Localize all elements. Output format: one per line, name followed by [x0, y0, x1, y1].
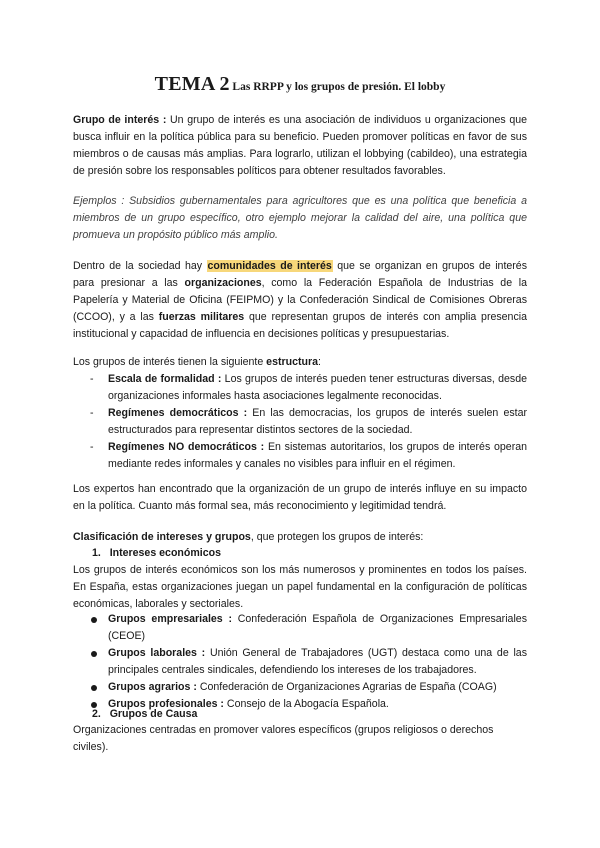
- structure-intro: [73, 354, 527, 371]
- structure-intro-a: Los grupos de interés tienen la siguiente: [73, 356, 267, 368]
- item-text: Confederación de Organizaciones Agrarias de España (COAG): [196, 681, 497, 693]
- classification-intro-text: , que protegen los grupos de interés:: [250, 531, 424, 543]
- structure-list: [90, 371, 527, 473]
- dot-bullet-icon: [91, 685, 97, 691]
- term-structure: estructura: [266, 356, 318, 368]
- paragraph-interest-group: [73, 112, 527, 180]
- list-item: [90, 611, 527, 645]
- paragraph-experts: Los expertos han encontrado que la organización de un grupo de interés influye en su impacto en la política. Cuanto más formal sea, más reconocimiento y legitimidad tendrá.: [73, 483, 527, 512]
- dash-bullet: -: [90, 441, 94, 453]
- structure-intro-c: :: [317, 356, 321, 368]
- term-military: fuerzas militares: [158, 311, 245, 323]
- section-2-number: 2.: [92, 708, 101, 720]
- term-interest-group: Grupo de interés :: [73, 114, 167, 126]
- section-2-title: Grupos de Causa: [109, 708, 198, 720]
- term-organizations: organizaciones: [184, 277, 262, 289]
- document-title: [0, 73, 600, 96]
- item-term: Grupos profesionales :: [108, 698, 224, 710]
- list-item: [90, 405, 527, 439]
- paragraph-interest-group-text: Un grupo de interés es una asociación de individuos u organizaciones que busca influir en la política pública para su beneficio. Pueden promover políticas en favor de sus miembros o de causas más amplias. Para lograrlo, utilizan el lobbying (cabildeo), una estrategia de presión sobre los responsables políticos para obtener resultados favorables.: [73, 114, 527, 177]
- title-subtitle: Las RRPP y los grupos de presión. El lobby: [232, 81, 446, 93]
- list-item: [90, 645, 527, 679]
- p2-text-c: , como la Federación Española de Industrias de la Papelería y Material de Oficina (FEIPMO) y la Confederación Sindical de Comisiones Obreras (CCOO), y a las: [73, 277, 528, 323]
- section-2-text: Organizaciones centradas en promover valores específicos (grupos religiosos o derechos civiles).: [73, 724, 494, 753]
- list-item: [90, 679, 527, 696]
- item-text: Unión General de Trabajadores (UGT) destaca como una de las principales centrales sindicales, defendiendo los intereses de los trabajadores.: [108, 647, 527, 676]
- item-text: Los grupos de interés pueden tener estructuras diversas, desde organizaciones informales hasta asociaciones legalmente reconocidas.: [108, 373, 527, 402]
- list-item: [90, 371, 527, 405]
- p2-text-b: que se organizan en grupos de interés para presionar a las: [73, 260, 527, 289]
- item-term: Grupos laborales :: [108, 647, 206, 659]
- dot-bullet-icon: [91, 617, 97, 623]
- dash-bullet: -: [90, 407, 94, 419]
- title-main: TEMA 2: [154, 73, 230, 95]
- section-1-text: Los grupos de interés económicos son los más numerosos y prominentes en todos los países. En España, estas organizaciones juegan un papel fundamental en la configuración de políticas económicas, laborales y sectoriales.: [73, 564, 527, 610]
- section-2-heading: [92, 706, 197, 723]
- dot-bullet-icon: [91, 651, 97, 657]
- item-text: En las democracias, los grupos de interés suelen estar estructurados para representar distintos sectores de la sociedad.: [108, 407, 527, 436]
- section-1-number: 1.: [92, 547, 101, 559]
- classification-intro: [73, 529, 527, 546]
- item-term: Grupos agrarios :: [108, 681, 197, 693]
- item-text: Confederación Española de Organizaciones Empresariales (CEOE): [108, 613, 527, 642]
- section-1-title: Intereses económicos: [109, 547, 221, 559]
- paragraph-examples: Ejemplos : Subsidios gubernamentales para agricultores que es una política que beneficia a miembros de un grupo específico, otro ejemplo mejorar la calidad del aire, una política que promueva un propósito público más amplio.: [73, 195, 527, 241]
- economic-groups-list: [90, 611, 527, 713]
- paragraph-communities: [73, 258, 527, 343]
- highlight-communities: comunidades de interés: [207, 260, 332, 272]
- item-text: En sistemas autoritarios, los grupos de interés operan mediante redes informales y canales no visibles para influir en el régimen.: [108, 441, 528, 470]
- section-1-heading: [92, 545, 221, 562]
- item-text: Consejo de la Abogacía Española.: [223, 698, 389, 710]
- item-term: Grupos empresariales :: [108, 613, 232, 625]
- item-term: Escala de formalidad :: [108, 373, 222, 385]
- p2-text-a: Dentro de la sociedad hay: [73, 260, 207, 272]
- dash-bullet: -: [90, 373, 94, 385]
- term-classification: Clasificación de intereses y grupos: [73, 531, 251, 543]
- item-term: Regímenes democráticos :: [108, 407, 248, 419]
- item-term: Regímenes NO democráticos :: [108, 441, 265, 453]
- p2-text-d: que representan grupos de interés con amplia presencia institucional y capacidad de influencia en decisiones políticas y presupuestarias.: [73, 311, 527, 340]
- list-item: [90, 439, 527, 473]
